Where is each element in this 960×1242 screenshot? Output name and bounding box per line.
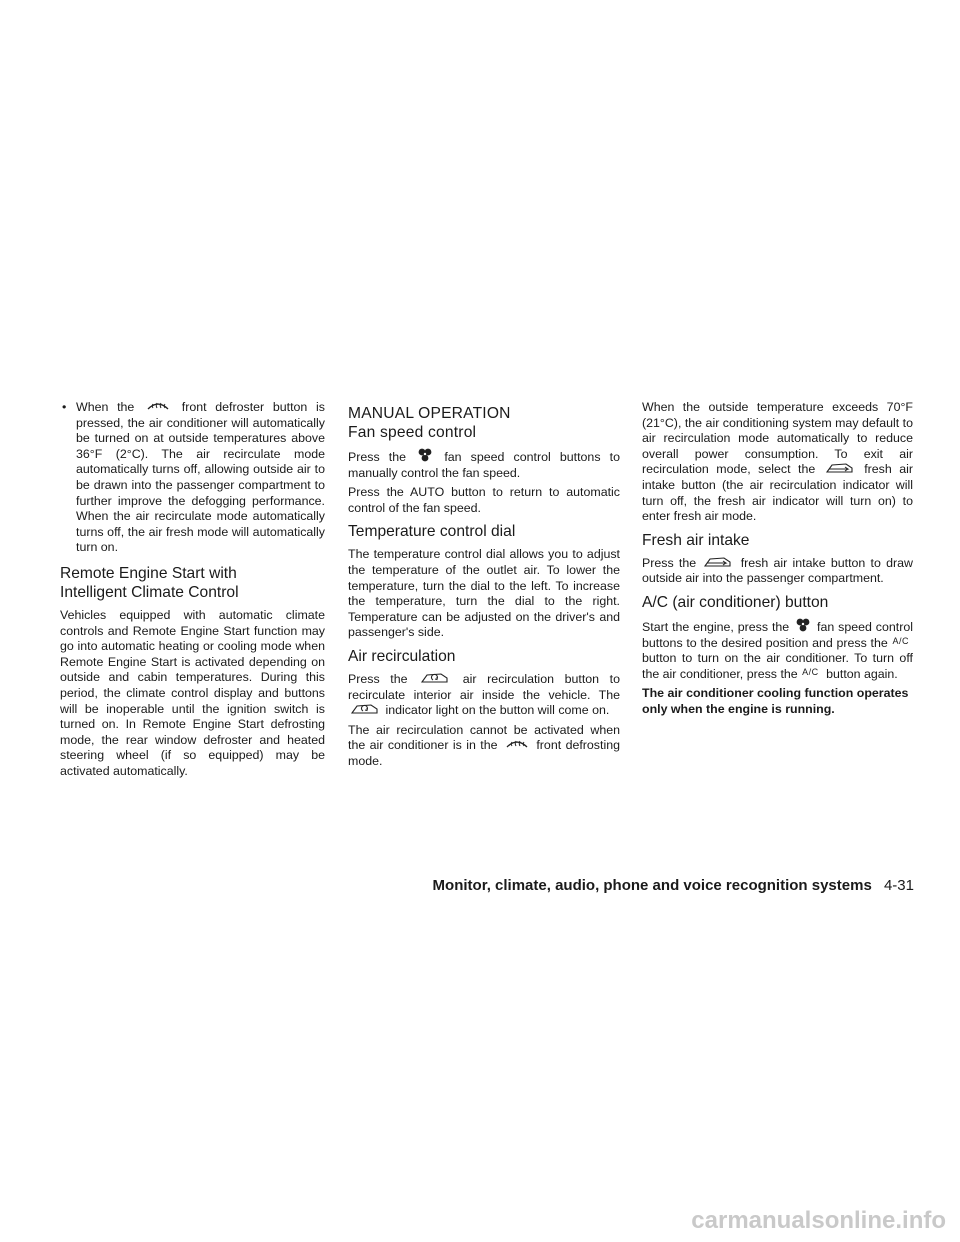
recirc-text-mid: air recirculation button to recirculate interior air inside the vehicle. The <box>348 671 620 702</box>
bullet-text-pre: When the <box>76 400 135 414</box>
exceed-text-pre: When the outside temperature exceeds 70°F (21°C), the air conditioning system may default to air recirculation mode automatically to reduce overall power consumption. To exit air recirculation mode, select the <box>642 400 913 477</box>
exceed-text-post: fresh air intake button (the air recirculation indicator will turn off, the fresh air indicator will turn on) to enter fresh air mode. <box>642 462 913 524</box>
column-middle <box>348 400 620 774</box>
recirc2-text-post: front defrosting mode. <box>348 738 620 768</box>
column-right <box>642 400 913 722</box>
front-defroster-icon <box>146 400 170 412</box>
ac-icon-2: A/C <box>802 666 819 677</box>
fan-text-post: fan speed control buttons to manually control the fan speed. <box>348 450 620 480</box>
fan-speed-text-2: Press the AUTO button to return to automatic control of the fan speed. <box>348 485 620 515</box>
fan-text-pre: Press the <box>348 450 407 464</box>
column-left <box>60 400 325 783</box>
ac-bold-note: The air conditioner cooling function operates only when the engine is running. <box>642 686 909 716</box>
bullet-marker: • <box>62 400 67 414</box>
recirculation-text-2 <box>348 723 620 770</box>
footer-title: Monitor, climate, audio, phone and voice recognition systems <box>432 877 872 894</box>
ac-icon: A/C <box>892 635 909 646</box>
fresh-air-heading: Fresh air intake <box>642 531 750 549</box>
front-defroster-icon-2 <box>505 738 529 750</box>
bullet-text-post: front defroster button is pressed, the air conditioner will automatically be turned on at outside temperatures above 36°F (2°C). The air recirculate mode automatically turns off, allowing outside air to be drawn into the passenger compartment to further improve the defogging performance. When the air recirculate mode automatically turns off, the air fresh mode will automatically turn on. <box>76 400 325 555</box>
ac-text <box>642 618 913 682</box>
fresh-text-pre: Press the <box>642 555 697 570</box>
ac-button-heading: A/C (air conditioner) button <box>642 593 829 611</box>
page-footer <box>433 876 914 896</box>
fresh-air-icon <box>826 462 854 474</box>
remote-start-heading: Remote Engine Start with Intelligent Climate Control <box>60 564 239 601</box>
fresh-air-intake-icon <box>704 556 732 568</box>
watermark: carmanualsonline.info <box>691 1207 946 1234</box>
recirculation-text-1 <box>348 672 620 719</box>
fan-icon-2 <box>796 618 810 632</box>
manual-operation-heading: MANUAL OPERATION <box>348 405 511 422</box>
ac-text-pre: Start the engine, press the <box>642 619 790 634</box>
exceed-text <box>642 400 913 525</box>
air-recirculation-heading: Air recirculation <box>348 647 456 665</box>
recirculation-indicator-icon <box>351 703 379 715</box>
defroster-bullet <box>60 400 325 556</box>
recirc-text-end: indicator light on the button will come on. <box>385 703 610 718</box>
fan-speed-text-1 <box>348 448 620 481</box>
ac-text-end: button again. <box>826 666 898 681</box>
page-number: 4-31 <box>883 877 914 894</box>
recirc-text-pre: Press the <box>348 671 408 686</box>
recirc2-text-pre: The air recirculation cannot be activated when the air conditioner is in the <box>348 722 620 753</box>
ac-text-post: button to turn on the air conditioner. To turn off the air conditioner, press the <box>642 651 913 681</box>
fan-speed-heading: Fan speed control <box>348 424 477 441</box>
recirculation-icon <box>421 672 449 684</box>
temperature-heading: Temperature control dial <box>348 523 516 541</box>
ac-text-mid: fan speed control buttons to the desired position and press the <box>642 619 913 650</box>
temperature-text: The temperature control dial allows you to adjust the temperature of the outlet air. To lower the temperature, turn the dial to the left. To increase the temperature, turn the dial to the right. Temperature can be adjusted on the driver's and passenger's side. <box>348 547 620 640</box>
fresh-text-post: fresh air intake button to draw outside air into the passenger compartment. <box>642 555 913 586</box>
fresh-air-text <box>642 556 913 587</box>
remote-start-text: Vehicles equipped with automatic climate controls and Remote Engine Start function may go into automatic heating or cooling mode when Remote Engine Start is activated depending on outside and cabin temperatures. During this period, the climate control display and buttons will be inoperable until the ignition switch is turned on. In Remote Engine Start defrosting mode, the rear window defroster and heated steering wheel (if so equipped) may be activated automatically. <box>60 607 325 778</box>
fan-icon <box>418 448 432 462</box>
